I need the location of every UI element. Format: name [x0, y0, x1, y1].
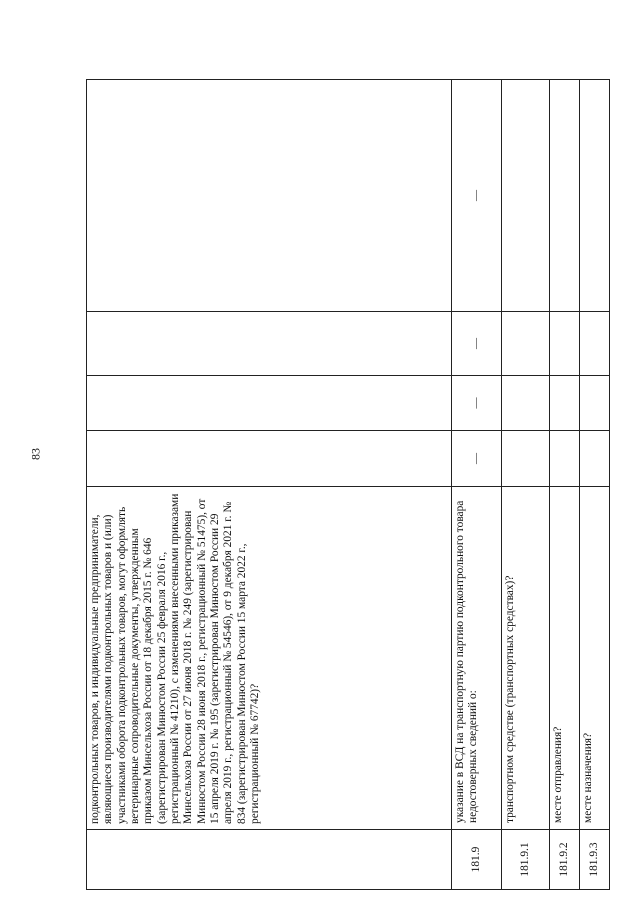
answer-cell	[87, 376, 452, 431]
answer-mark	[550, 431, 580, 487]
answer-mark: —	[452, 431, 502, 487]
question-text: указание в ВСД на транспортную партию подконтрольного товара недостоверных сведений о:	[452, 487, 502, 830]
answer-mark	[502, 431, 550, 487]
checklist-table-wrapper	[86, 80, 609, 890]
answer-mark	[580, 376, 610, 431]
row-number: 181.9.1	[502, 830, 550, 890]
answer-cell	[87, 312, 452, 376]
answer-mark	[550, 312, 580, 376]
row-number: 181.9.3	[580, 830, 610, 890]
question-text: месте назначения?	[580, 487, 610, 830]
comment-mark	[550, 80, 580, 312]
table-row	[87, 80, 452, 890]
answer-mark	[580, 312, 610, 376]
row-number: 181.9.2	[550, 830, 580, 890]
question-text: подконтрольных товаров, и индивидуальные предприниматели, являющиеся производителями подконтрольных товаров и (или) участниками оборота подконтрольных товаров, могут оформлять ветеринарные сопроводительные документы, утвержденным приказом Минсельхоза России от 18 декабря 2015 г. № 646 (зарегистрирован Минюстом России 25 февраля 2016 г., регистрационный № 41210), с изменениями внесенными приказами Минсельхоза России от 27 июня 2018 г. № 249 (зарегистрирован Минюстом России 28 июня 2018 г., регистрационный № 51475), от 15 апреля 2019 г. № 195 (зарегистрирован Минюстом России 29 апреля 2019 г., регистрационный № 54546), от 9 декабря 2021 г. № 834 (зарегистрирован Минюстом России 15 марта 2022 г., регистрационный № 67742)?	[87, 487, 452, 830]
question-text: транспортном средстве (транспортных средствах)?	[502, 487, 550, 830]
comment-mark	[580, 80, 610, 312]
comment-cell	[87, 80, 452, 312]
checklist-table	[86, 79, 610, 890]
answer-mark	[580, 431, 610, 487]
answer-cell	[87, 431, 452, 487]
row-number	[87, 830, 452, 890]
row-number: 181.9	[452, 830, 502, 890]
question-text: месте отправления?	[550, 487, 580, 830]
answer-mark: —	[452, 376, 502, 431]
comment-mark	[502, 80, 550, 312]
table-row	[580, 80, 610, 890]
table-row	[452, 80, 502, 890]
answer-mark	[502, 312, 550, 376]
answer-mark	[550, 376, 580, 431]
table-row	[502, 80, 550, 890]
answer-mark: —	[452, 312, 502, 376]
table-row	[550, 80, 580, 890]
page-number: 83	[28, 448, 43, 460]
answer-mark	[502, 376, 550, 431]
comment-mark: —	[452, 80, 502, 312]
table-rotation-frame	[86, 80, 609, 890]
